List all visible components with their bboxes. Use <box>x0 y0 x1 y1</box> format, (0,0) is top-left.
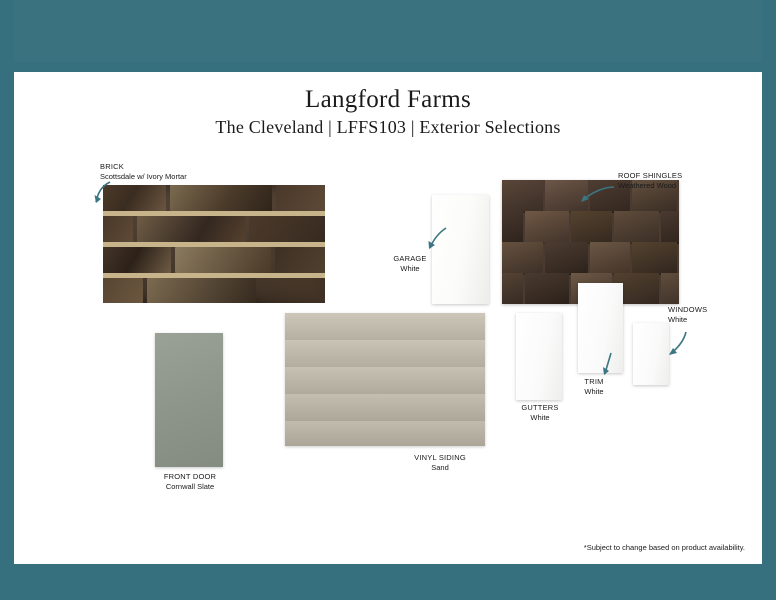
arrow-garage-icon <box>424 224 450 254</box>
label-roof-shingles: ROOF SHINGLES Weathered Wood <box>618 171 683 190</box>
arrow-roof-icon <box>578 184 616 206</box>
page-title: Langford Farms <box>305 86 471 113</box>
page-subtitle: The Cleveland | LFFS103 | Exterior Selections <box>215 117 561 137</box>
label-gutters: GUTTERS White <box>521 403 559 422</box>
label-garage: GARAGE White <box>393 254 427 273</box>
arrow-brick-icon <box>92 180 116 210</box>
swatch-front-door <box>155 333 223 467</box>
label-front-door: FRONT DOOR Cornwall Slate <box>163 472 217 491</box>
swatch-vinyl-siding <box>285 313 485 446</box>
swatch-windows <box>633 323 669 385</box>
label-trim: TRIM White <box>584 377 604 396</box>
footer-band <box>0 564 776 600</box>
footnote: *Subject to change based on product availability. <box>583 543 745 552</box>
header-band-inner <box>14 0 762 62</box>
label-brick: BRICK Scottsdale w/ Ivory Mortar <box>100 162 187 181</box>
swatch-brick <box>103 185 325 303</box>
label-vinyl-siding: VINYL SIDING Sand <box>414 453 466 472</box>
swatch-gutters <box>516 313 562 400</box>
arrow-windows-icon <box>666 330 690 360</box>
arrow-trim-icon <box>600 352 616 378</box>
label-windows: WINDOWS White <box>668 305 708 324</box>
